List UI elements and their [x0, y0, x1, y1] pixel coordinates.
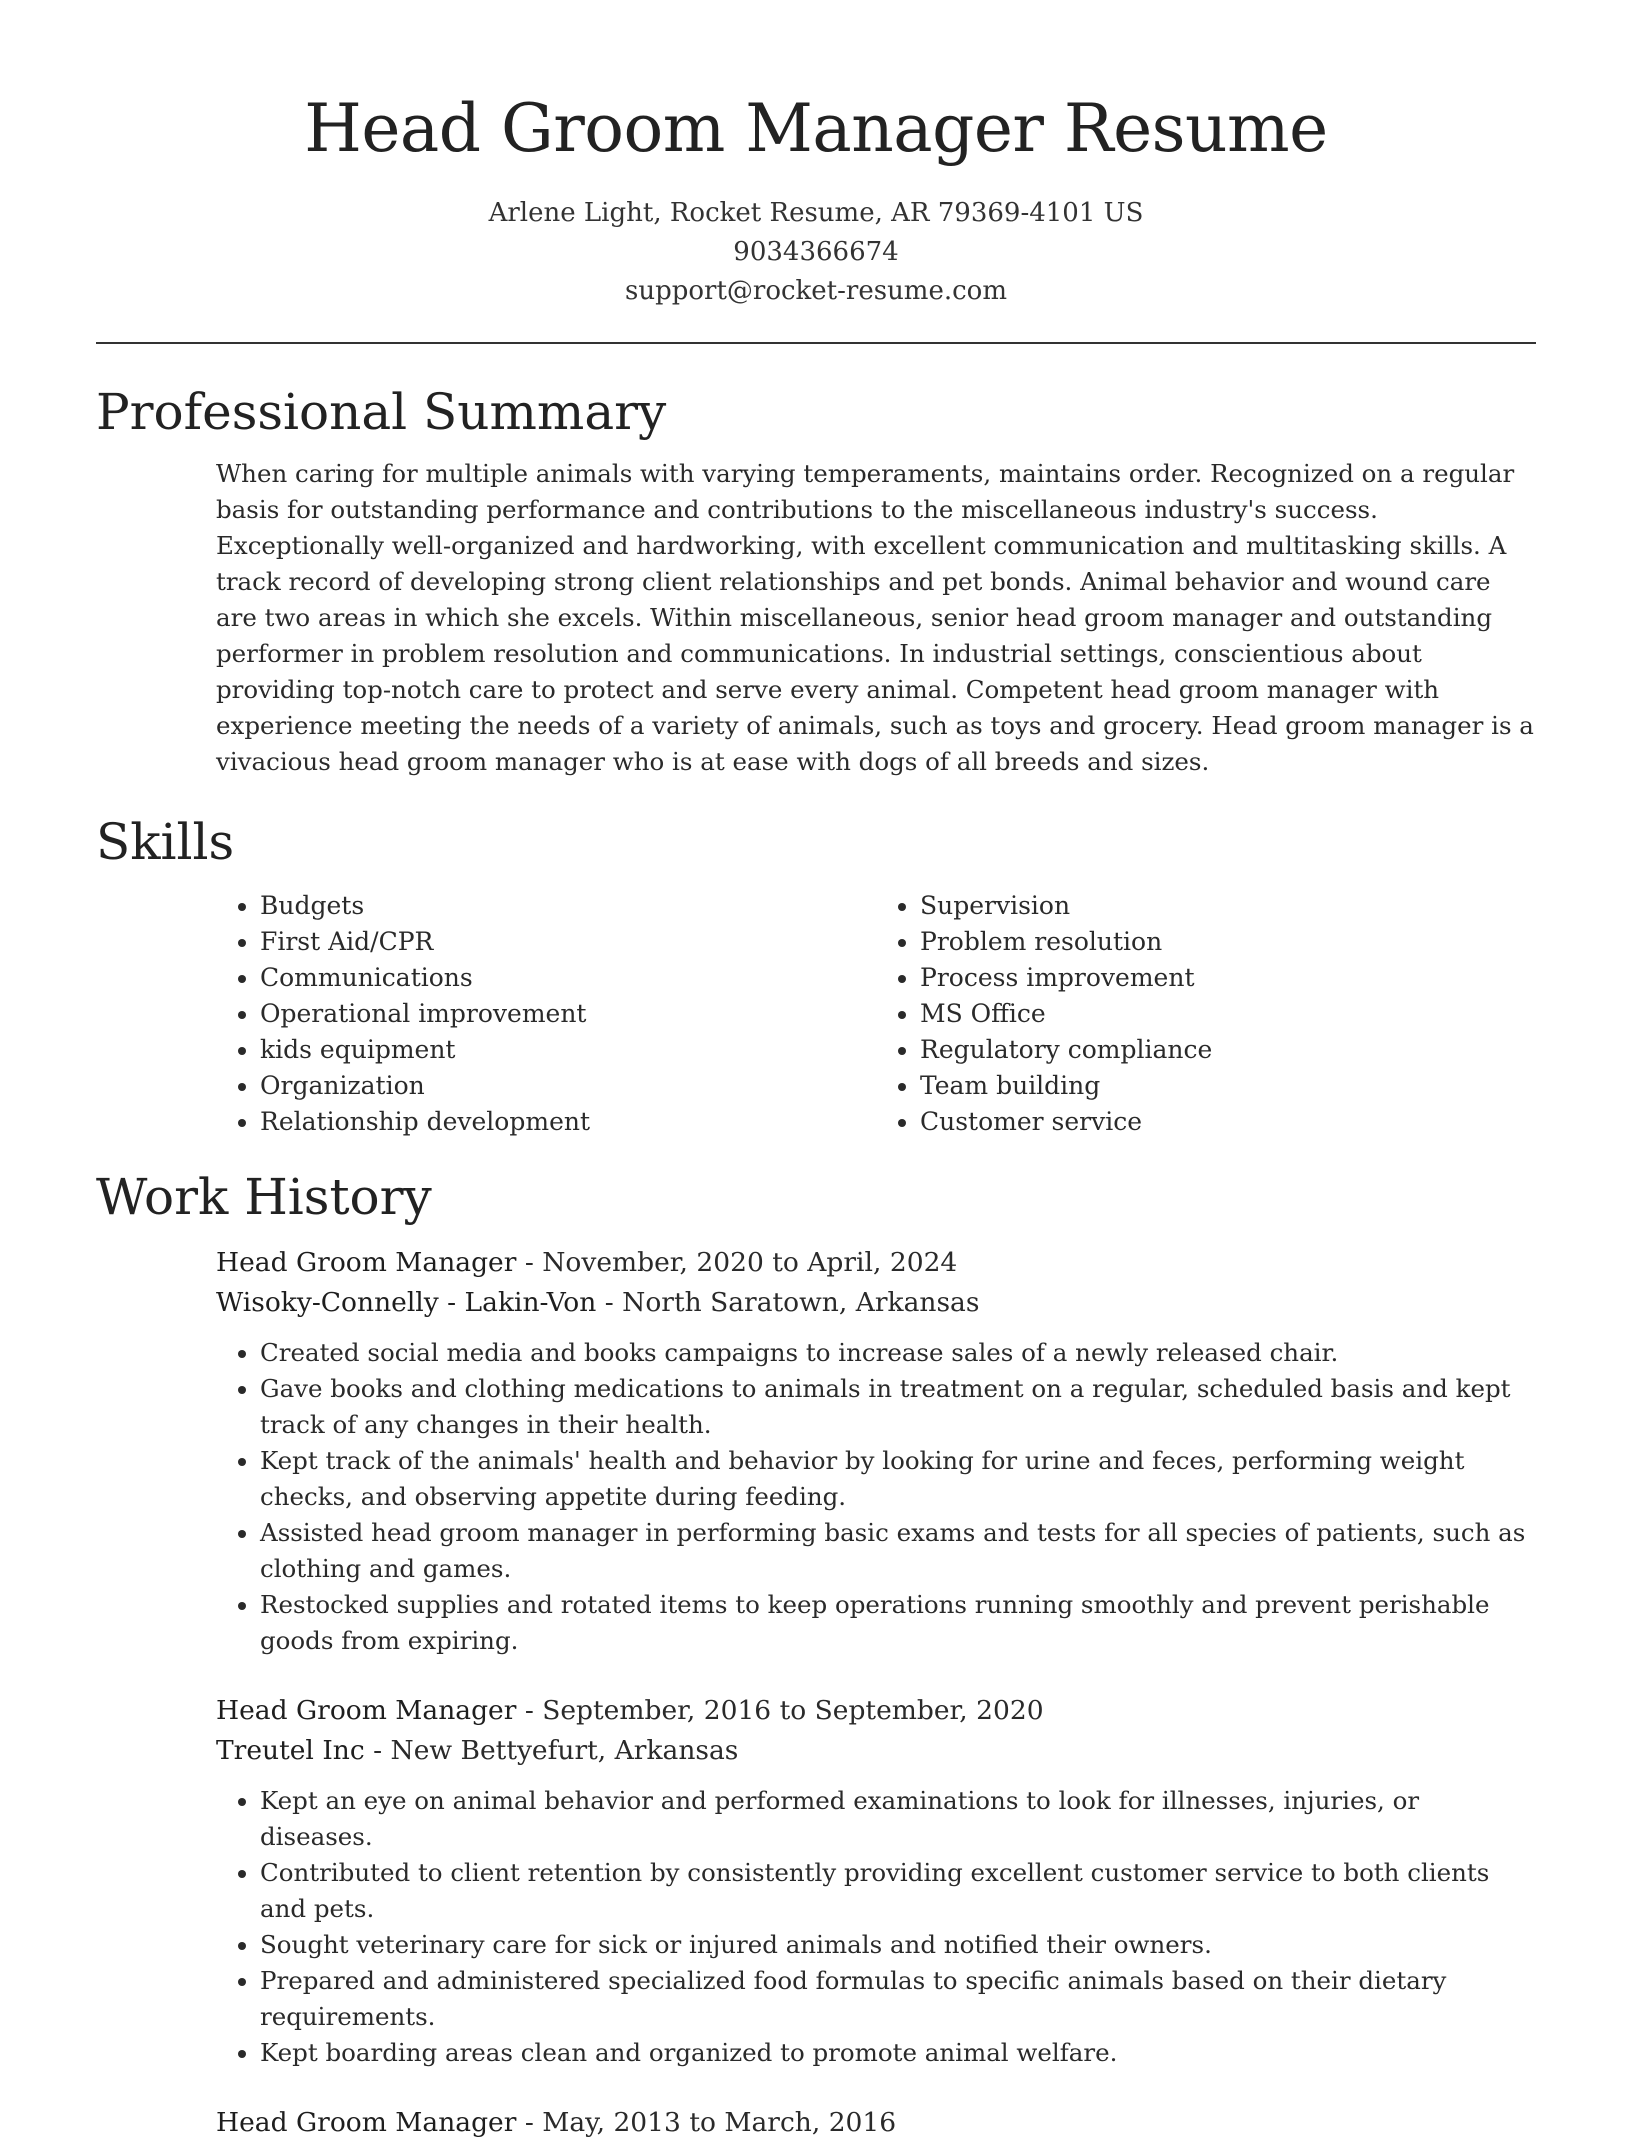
skill-item: • Customer service	[920, 1104, 1536, 1140]
skill-item: • Organization	[260, 1068, 876, 1104]
skill-item: • Supervision	[920, 888, 1536, 924]
job-separator: -	[524, 1247, 543, 1278]
job-separator: -	[524, 2107, 543, 2138]
skills-left-column	[216, 888, 876, 1140]
job-separator: -	[373, 1735, 391, 1766]
job-separator: -	[524, 1695, 543, 1726]
job-bullets	[216, 1783, 1538, 2071]
job-dates: September, 2016 to September, 2020	[542, 1695, 1044, 1726]
job-bullet: • Restocked supplies and rotated items to keep operations running smoothly and prevent perishable goods from expiring.	[260, 1587, 1538, 1659]
job-company: Treutel Inc	[216, 1735, 365, 1766]
contact-email: support@rocket-resume.com	[624, 276, 1007, 306]
job-title: Head Groom Manager	[216, 2107, 517, 2138]
job-bullet: • Kept an eye on animal behavior and performed examinations to look for illnesses, injuries, or diseases.	[260, 1783, 1538, 1855]
job-company-line	[216, 1283, 1538, 1323]
job-bullet: • Sought veterinary care for sick or injured animals and notified their owners.	[260, 1927, 1538, 1963]
job-location: New Bettyefurt, Arkansas	[390, 1735, 739, 1766]
job-title-line	[216, 1243, 1538, 1283]
summary-section	[96, 380, 1536, 780]
summary-heading: Professional Summary	[96, 383, 667, 441]
skill-item: • Problem resolution	[920, 924, 1536, 960]
work-history-section	[96, 1165, 1536, 2143]
job-title-line	[216, 2103, 1538, 2143]
summary-text: When caring for multiple animals with varying temperaments, maintains order. Recognized on a regular basis for outstanding performance and contributions to the miscellaneous industry's success. Exceptionally well-organized and hardworking, with excellent communication and multitasking skills. A track record of developing strong client relationships and pet bonds. Animal behavior and wound care are two areas in which she excels. Within miscellaneous, senior head groom manager and outstanding performer in problem resolution and communications. In industrial settings, conscientious about providing top-notch care to protect and serve every animal. Competent head groom manager with experience meeting the needs of a variety of animals, such as toys and grocery. Head groom manager is a vivacious head groom manager who is at ease with dogs of all breeds and sizes.	[216, 459, 1534, 776]
job-bullet: • Created social media and books campaigns to increase sales of a newly released chair.	[260, 1335, 1538, 1371]
contact-phone: 9034366674	[733, 237, 899, 267]
resume-header	[0, 0, 1632, 311]
skill-item: • Process improvement	[920, 960, 1536, 996]
job-company: Wisoky-Connelly - Lakin-Von	[216, 1287, 597, 1318]
job-bullet: • Contributed to client retention by consistently providing excellent customer service to both clients and pets.	[260, 1855, 1538, 1927]
job-bullet: • Assisted head groom manager in performing basic exams and tests for all species of patients, such as clothing and games.	[260, 1515, 1538, 1587]
skill-item: • Relationship development	[260, 1104, 876, 1140]
skill-item: • Regulatory compliance	[920, 1032, 1536, 1068]
work-history-heading: Work History	[96, 1168, 432, 1226]
skill-item: • Team building	[920, 1068, 1536, 1104]
job-separator: -	[604, 1287, 623, 1318]
skills-heading: Skills	[96, 813, 235, 871]
job-bullet: • Prepared and administered specialized food formulas to specific animals based on their dietary requirements.	[260, 1963, 1538, 2035]
skills-grid	[216, 888, 1536, 1140]
skill-item: • Operational improvement	[260, 996, 876, 1032]
job-company-line	[216, 1731, 1538, 1771]
skill-item: • kids equipment	[260, 1032, 876, 1068]
job-bullet: • Gave books and clothing medications to animals in treatment on a regular, scheduled basis and kept track of any changes in their health.	[260, 1371, 1538, 1443]
job-dates: November, 2020 to April, 2024	[542, 1247, 958, 1278]
skill-item: • MS Office	[920, 996, 1536, 1032]
job-dates: May, 2013 to March, 2016	[542, 2107, 897, 2138]
header-divider	[96, 342, 1536, 344]
job-entry	[216, 1691, 1538, 2071]
job-bullet: • Kept boarding areas clean and organized to promote animal welfare.	[260, 2035, 1538, 2071]
job-title: Head Groom Manager	[216, 1247, 517, 1278]
resume-title: Head Groom Manager Resume	[304, 90, 1328, 167]
job-entry	[216, 2103, 1538, 2143]
skill-item: • Communications	[260, 960, 876, 996]
job-title-line	[216, 1691, 1538, 1731]
job-bullet: • Kept track of the animals' health and behavior by looking for urine and feces, performing weight checks, and observing appetite during feeding.	[260, 1443, 1538, 1515]
contact-block	[0, 194, 1632, 311]
skill-item: • First Aid/CPR	[260, 924, 876, 960]
job-location: North Saratown, Arkansas	[622, 1287, 980, 1318]
job-title: Head Groom Manager	[216, 1695, 517, 1726]
skills-section	[96, 810, 1536, 1140]
job-bullets	[216, 1335, 1538, 1659]
contact-address: Arlene Light, Rocket Resume, AR 79369-4101 US	[488, 198, 1144, 228]
skills-right-column	[876, 888, 1536, 1140]
job-entry	[216, 1243, 1538, 1659]
skill-item: • Budgets	[260, 888, 876, 924]
